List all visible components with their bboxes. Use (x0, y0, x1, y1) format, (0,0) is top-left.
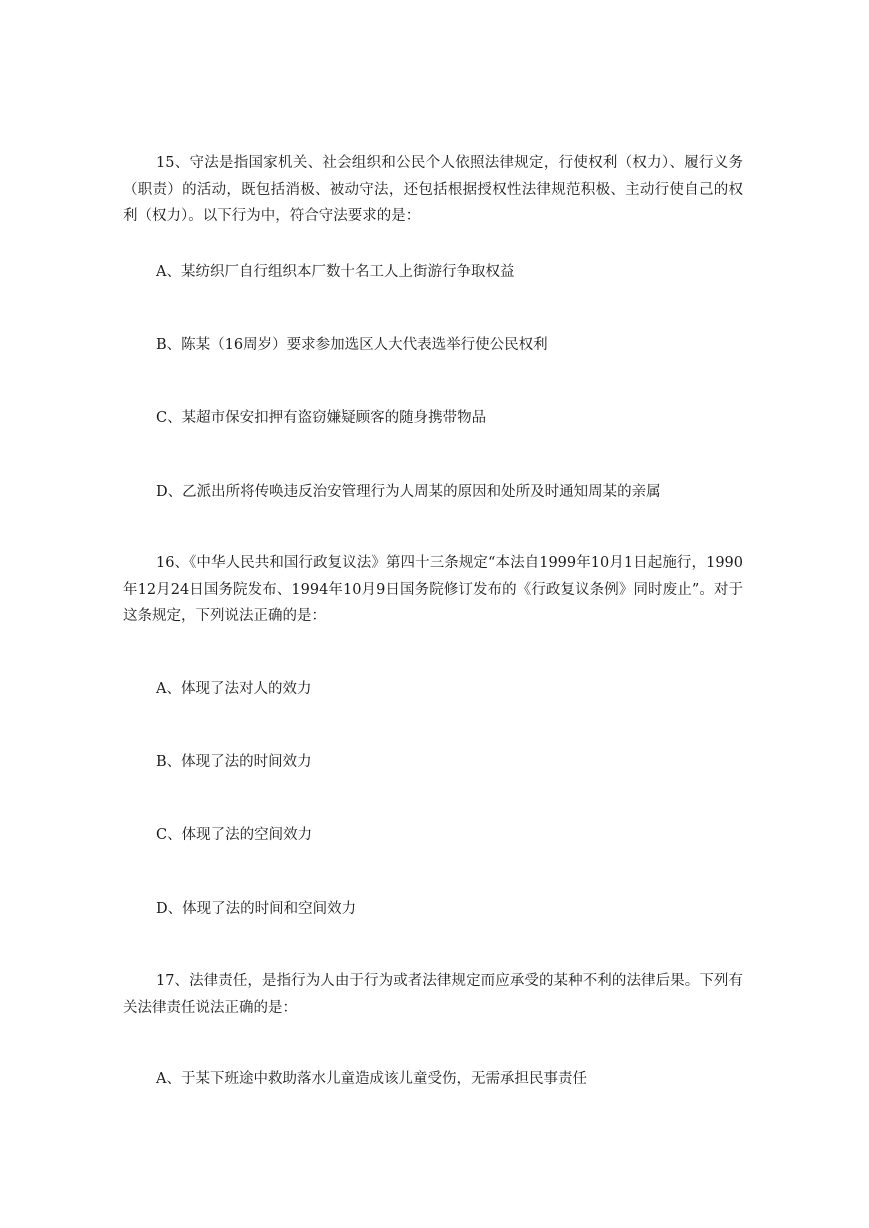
question-15-option-d: D、乙派出所将传唤违反治安管理行为人周某的原因和处所及时通知周某的亲属 (156, 484, 661, 500)
question-17-option-a: A、于某下班途中救助落水儿童造成该儿童受伤，无需承担民事责任 (156, 1071, 587, 1087)
question-15-option-b: B、陈某（16周岁）要求参加选区人大代表选举行使公民权利 (156, 337, 548, 353)
question-16-stem: 16、《中华人民共和国行政复议法》第四十三条规定“本法自1999年10月1日起施行，1990年12月24日国务院发布、1994年10月9日国务院修订发布的《行政复议条例》同时废止”。对于这条规定，下列说法正确的是： (123, 555, 743, 624)
question-16-option-b: B、体现了法的时间效力 (156, 754, 312, 770)
question-16-option-c: C、体现了法的空间效力 (156, 827, 313, 843)
question-17-stem: 17、法律责任，是指行为人由于行为或者法律规定而应承受的某种不利的法律后果。下列有关法律责任说法正确的是： (123, 973, 743, 1016)
question-16-option-d: D、体现了法的时间和空间效力 (156, 901, 357, 917)
question-16-option-a: A、体现了法对人的效力 (156, 681, 312, 697)
question-15-option-a: A、某纺织厂自行组织本厂数十名工人上街游行争取权益 (156, 264, 515, 280)
question-15-option-c: C、某超市保安扣押有盗窃嫌疑顾客的随身携带物品 (156, 410, 487, 426)
question-15-stem: 15、守法是指国家机关、社会组织和公民个人依照法律规定，行使权利（权力）、履行义务（职责）的活动，既包括消极、被动守法，还包括根据授权性法律规范积极、主动行使自己的权利（权力）。以下行为中，符合守法要求的是： (123, 155, 743, 224)
